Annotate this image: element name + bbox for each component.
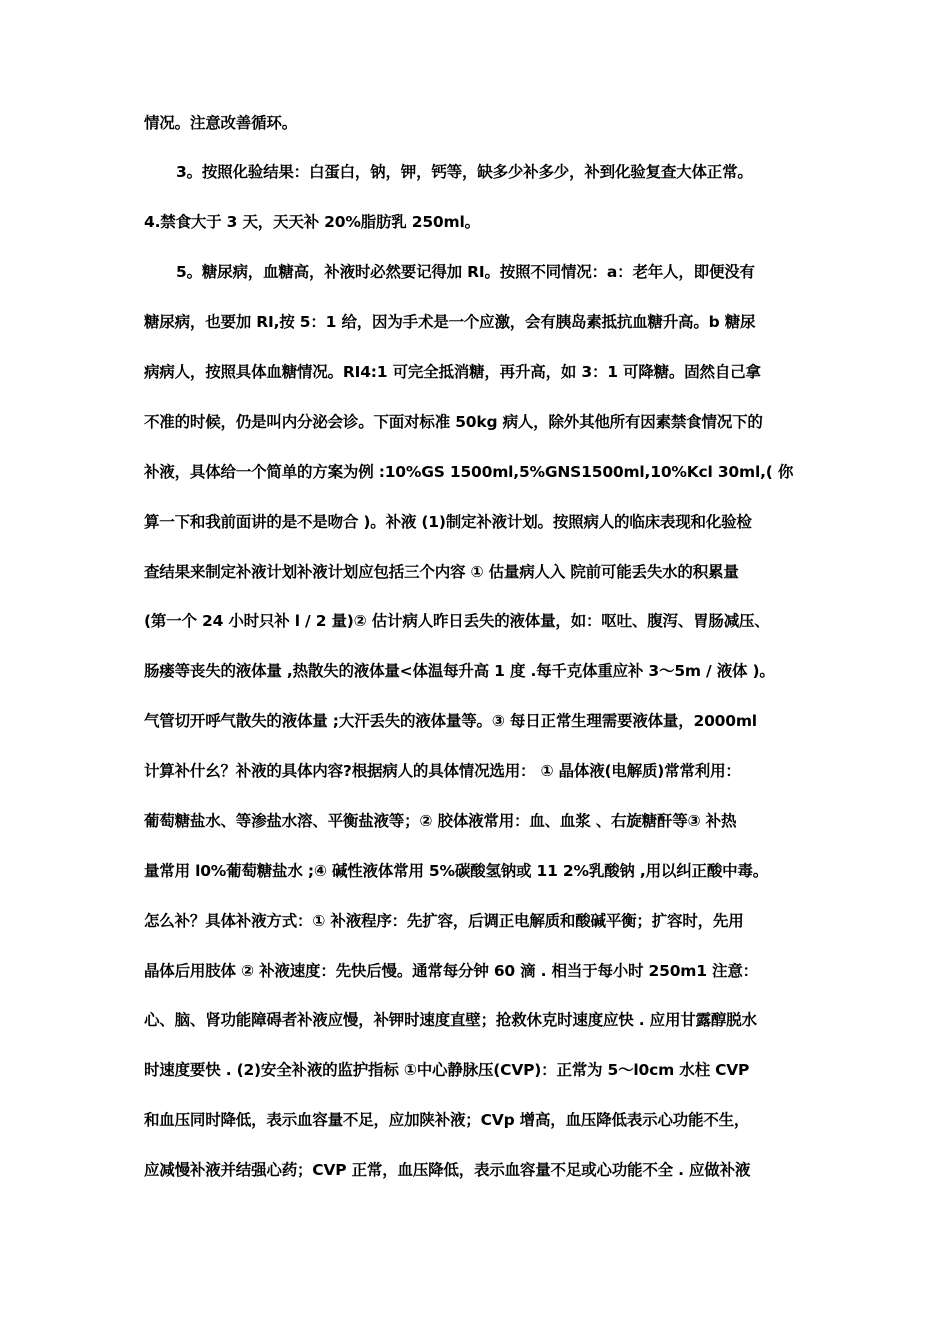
text-line: 糖尿病，也要加 RI,按 5：1 给，因为手术是一个应激，会有胰岛素抵抗血糖升高。b 糖尿 (144, 313, 756, 331)
text-line: 肠瘘等丧失的液体量 ,热散失的液体量<体温每升高 1 度 .每千克体重应补 3～5m / 液体 )。 (144, 662, 775, 680)
text-line: 查结果来制定补液计划补液计划应包括三个内容 ① 估量病人入 院前可能丢失水的积累量 (144, 563, 739, 581)
text-line: (第一个 24 小时只补 l / 2 量)② 估计病人昨日丢失的液体量，如：呕吐、腹泻、胃肠减压、 (144, 612, 770, 630)
text-line: 葡萄糖盐水、等渗盐水溶、平衡盐液等；② 胶体液常用：血、血浆 、右旋糖酐等③ 补热 (144, 812, 737, 830)
text-line: 情况。注意改善循环。 (144, 114, 298, 132)
text-line: 心、脑、肾功能障碍者补液应慢，补钾时速度直壁；抢救休克时速度应快 . 应用甘露醇脱水 (144, 1011, 757, 1029)
text-line: 5。糖尿病，血糖高，补液时必然要记得加 RI。按照不同情况：a：老年人，即便没有 (176, 263, 755, 281)
text-line: 时速度要快 . (2)安全补液的监护指标 ①中心静脉压(CVP)：正常为 5～l0cm 水柱 CVP (144, 1061, 750, 1079)
text-line: 计算补什幺？补液的具体内容?根据病人的具体情况选用： ① 晶体液(电解质)常常利用： (144, 762, 741, 780)
text-line: 晶体后用肢体 ② 补液速度：先快后慢。通常每分钟 60 滴 . 相当于每小时 250m1 注意： (144, 962, 758, 980)
text-line: 量常用 l0%葡萄糖盐水 ;④ 碱性液体常用 5%碳酸氢钠或 11 2%乳酸钠 ,用以纠正酸中毒。 (144, 862, 769, 880)
text-line: 补液，具体给一个简单的方案为例 :10%GS 1500ml,5%GNS1500ml,10%Kcl 30ml,( 你 (144, 463, 794, 481)
text-line: 和血压同时降低，表示血容量不足，应加陕补液；CVp 增高，血压降低表示心功能不生， (144, 1111, 750, 1129)
text-line: 4.禁食大于 3 天，天天补 20%脂肪乳 250ml。 (144, 213, 480, 231)
text-line: 怎么补？具体补液方式：① 补液程序：先扩容，后调正电解质和酸碱平衡；扩容时，先用 (144, 912, 744, 930)
text-line: 气管切开呼气散失的液体量 ;大汗丢失的液体量等。③ 每日正常生理需要液体量，2000ml (144, 712, 757, 730)
text-line: 应减慢补液并结强心药；CVP 正常，血压降低，表示血容量不足或心功能不全 . 应做补液 (144, 1161, 751, 1179)
text-line: 算一下和我前面讲的是不是吻合 )。补液 (1)制定补液计划。按照病人的临床表现和化验检 (144, 513, 752, 531)
text-line: 病病人，按照具体血糖情况。RI4:1 可完全抵消糖，再升高，如 3：1 可降糖。固然自己拿 (144, 363, 761, 381)
text-line: 3。按照化验结果：白蛋白，钠，钾，钙等，缺多少补多少，补到化验复查大体正常。 (176, 163, 753, 181)
text-line: 不准的时候，仍是叫内分泌会诊。下面对标准 50kg 病人，除外其他所有因素禁食情况下的 (144, 413, 763, 431)
